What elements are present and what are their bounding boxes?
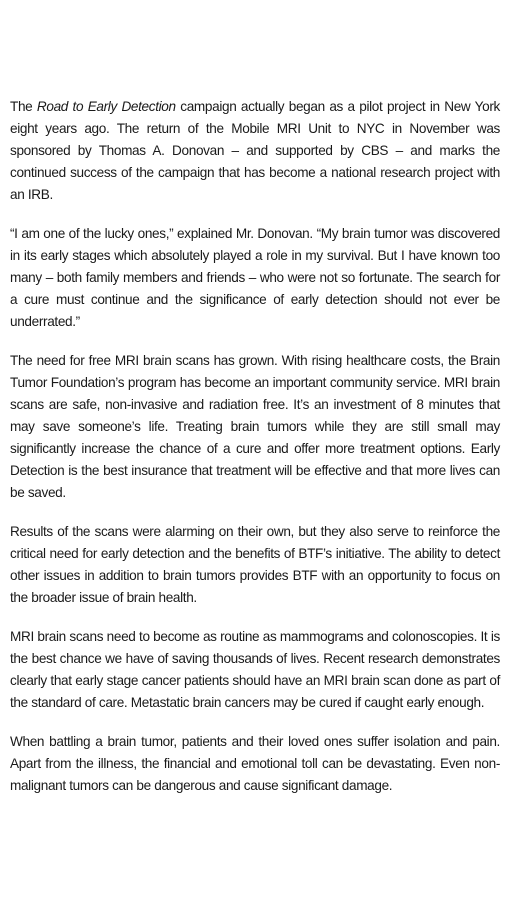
paragraph-battling-tumor: When battling a brain tumor, patients and their loved ones suffer isolation and pain. Apart from the illness, the financial and emotional toll can be devastating. Even non-malignant tumors can be dangerous and cause significant damage.: [10, 734, 500, 793]
paragraph-donovan-quote: “I am one of the lucky ones,” explained Mr. Donovan. “My brain tumor was discovered in its early stages which absolutely played a role in my survival. But I have known too many – both family members and friends – who were not so fortunate. The search for a cure must continue and the significance of early detection should not ever be underrated.”: [10, 226, 500, 329]
article-body: [10, 96, 500, 797]
paragraph-text-intro: The: [10, 99, 37, 114]
paragraph-text-continued: campaign actually began as a pilot project in New York eight years ago. The return of the Mobile MRI Unit to NYC in November was sponsored by Thomas A. Donovan – and supported by CBS – and marks the continued success of the campaign that has become a national research project with an IRB.: [10, 99, 500, 202]
paragraph-scan-results: Results of the scans were alarming on their own, but they also serve to reinforce the critical need for early detection and the benefits of BTF’s initiative. The ability to detect other issues in addition to brain tumors provides BTF with an opportunity to focus on the broader issue of brain health.: [10, 524, 500, 605]
paragraph-need-for-scans: The need for free MRI brain scans has grown. With rising healthcare costs, the Brain Tumor Foundation’s program has become an important community service. MRI brain scans are safe, non-invasive and radiation free. It’s an investment of 8 minutes that may save someone’s life. Treating brain tumors while they are still small may significantly increase the chance of a cure and offer more treatment options. Early Detection is the best insurance that treatment will be effective and that more lives can be saved.: [10, 353, 500, 500]
paragraph-road-to-early-detection: [10, 96, 500, 206]
paragraph-routine-scans: MRI brain scans need to become as routine as mammograms and colonoscopies. It is the best chance we have of saving thousands of lives. Recent research demonstrates clearly that early stage cancer patients should have an MRI brain scan done as part of the standard of care. Metastatic brain cancers may be cured if caught early enough.: [10, 629, 500, 710]
campaign-name-italic: Road to Early Detection: [36, 99, 176, 114]
